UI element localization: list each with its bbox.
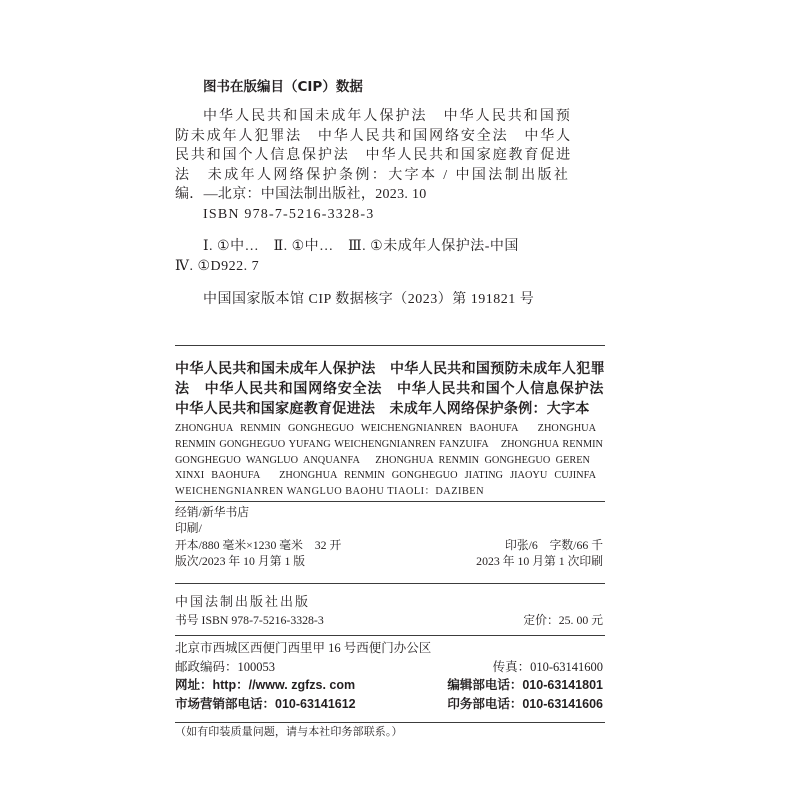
pinyin-line: RENMIN GONGHEGUO YUFANG WEICHENGNIANREN FANZUIFA ZHONGHUA RENMIN <box>175 438 603 450</box>
book-number: 书号 ISBN 978-7-5216-3328-3 <box>175 613 324 627</box>
contact-row <box>175 658 603 677</box>
contact-row <box>175 695 603 714</box>
book-title <box>175 359 605 419</box>
cip-classification-line: Ⅰ. ①中… Ⅱ. ①中… Ⅲ. ①未成年人保护法-中国 <box>203 239 519 254</box>
fax: 传真：010-63141600 <box>492 659 603 674</box>
pinyin-line: XINXI BAOHUFA ZHONGHUA RENMIN GONGHEGUO JIATING JIAOYU CUJINFA <box>175 470 596 482</box>
printer: 印刷/ <box>175 521 202 536</box>
printing-row <box>175 520 603 536</box>
book-title-pinyin <box>175 421 603 500</box>
contact-info <box>175 639 603 714</box>
distributor: 经销/新华书店 <box>175 505 250 519</box>
cip-description-line: 防未成年人犯罪法 中华人民共和国网络安全法 中华人 <box>175 128 572 144</box>
printing-phone: 印务部电话：010-63141606 <box>447 697 603 712</box>
editorial-phone: 编辑部电话：010-63141801 <box>447 678 603 693</box>
price: 定价：25. 00 元 <box>523 613 603 627</box>
printing-row <box>175 553 603 569</box>
publisher-info <box>175 593 603 629</box>
postcode: 邮政编码：100053 <box>175 659 276 674</box>
publisher-name: 中国法制出版社出版 <box>175 594 311 609</box>
edition: 版次/2023 年 10 月第 1 版 <box>175 553 306 568</box>
contact-row <box>175 639 603 658</box>
sheets-and-word-count: 印张/6 字数/66 千 <box>505 537 603 552</box>
book-title-line: 中华人民共和国家庭教育促进法 未成年人网络保护条例：大字本 <box>175 401 590 417</box>
divider <box>175 501 605 502</box>
cip-verification-number: 中国国家版本馆 CIP 数据核字（2023）第 191821 号 <box>203 292 535 307</box>
cip-heading: 图书在版编目（CIP）数据 <box>203 79 363 95</box>
contact-row <box>175 676 603 695</box>
divider <box>175 635 605 636</box>
cip-description-line: 编．—北京：中国法制出版社，2023. 10 <box>175 187 427 203</box>
address: 北京市西城区西便门西里甲 16 号西便门办公区 <box>175 641 432 655</box>
cip-description-line: 民共和国个人信息保护法 中华人民共和国家庭教育促进 <box>175 148 572 164</box>
cip-description-line: 法 未成年人网络保护条例：大字本 / 中国法制出版社 <box>175 167 571 183</box>
pinyin-line: WEICHENGNIANREN WANGLUO BAOHU TIAOLI：DAZIBEN <box>175 486 485 498</box>
printing-info <box>175 504 603 569</box>
book-title-line: 中华人民共和国未成年人保护法 中华人民共和国预防未成年人犯罪 <box>175 361 605 377</box>
publisher-row <box>175 611 603 629</box>
marketing-phone: 市场营销部电话：010-63141612 <box>175 697 356 712</box>
cip-description-line: 中华人民共和国未成年人保护法 中华人民共和国预 <box>203 109 572 124</box>
book-format: 开本/880 毫米×1230 毫米 32 开 <box>175 537 342 552</box>
cip-classification <box>175 237 519 276</box>
divider <box>175 345 605 346</box>
printing-row <box>175 537 603 553</box>
impression: 2023 年 10 月第 1 次印刷 <box>476 553 603 568</box>
book-title-line: 法 中华人民共和国网络安全法 中华人民共和国个人信息保护法 <box>175 381 605 397</box>
website: 网址：http：//www. zgfzs. com <box>175 678 356 693</box>
divider <box>175 583 605 584</box>
pinyin-line: ZHONGHUA RENMIN GONGHEGUO WEICHENGNIANREN BAOHUFA ZHONGHUA <box>175 423 596 434</box>
pinyin-line: GONGHEGUO WANGLUO ANQUANFA ZHONGHUA RENMIN GONGHEGUO GEREN <box>175 454 590 466</box>
divider <box>175 722 605 723</box>
quality-notice: （如有印装质量问题，请与本社印务部联系。） <box>175 726 403 738</box>
printing-row <box>175 504 603 520</box>
cip-isbn-line: ISBN 978-7-5216-3328-3 <box>203 206 375 222</box>
cip-description <box>175 107 572 225</box>
cip-classification-line: Ⅳ. ①D922. 7 <box>175 258 260 274</box>
